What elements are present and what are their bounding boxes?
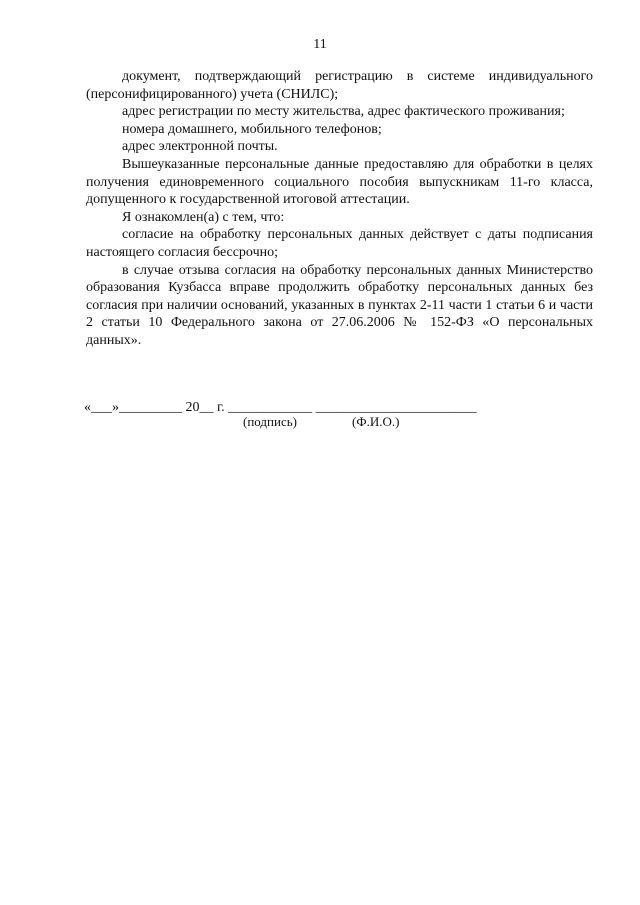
paragraph-snils: документ, подтверждающий регистрацию в системе индивидуального (персонифицированного) учета (СНИЛС); bbox=[86, 69, 593, 102]
paragraph-email: адрес электронной почты. bbox=[122, 139, 278, 155]
signature-date-line: «___»_________ 20__ г. ____________ _______________________ bbox=[84, 400, 477, 415]
signature-labels bbox=[84, 414, 484, 430]
signature-caption: (подпись) bbox=[243, 414, 297, 429]
paragraph-address: адрес регистрации по месту жительства, адрес фактического проживания; bbox=[122, 104, 565, 120]
paragraph-phones: номера домашнего, мобильного телефонов; bbox=[122, 121, 382, 137]
paragraph-acknowledgement: Я ознакомлен(а) с тем, что: bbox=[122, 209, 285, 225]
full-name-caption: (Ф.И.О.) bbox=[352, 414, 400, 429]
page-number: 11 bbox=[313, 37, 327, 52]
paragraph-consent-term: согласие на обработку персональных данных действует с даты подписания настоящего согласия бессрочно; bbox=[86, 227, 593, 260]
paragraph-purpose: Вышеуказанные персональные данные предоставляю для обработки в целях получения единовременного социального пособия выпускникам 11-го класса, допущенного к государственной итоговой аттестации. bbox=[86, 156, 593, 208]
document-body bbox=[86, 68, 593, 350]
paragraph-withdrawal: в случае отзыва согласия на обработку персональных данных Министерство образования Кузбасса вправе продолжить обработку персональных данных без согласия при наличии оснований, указанных в пунктах 2-11 части 1 статьи 6 и части 2 статьи 10 Федерального закона от 27.06.2006 № 152-ФЗ «О персональных данных». bbox=[86, 262, 593, 348]
